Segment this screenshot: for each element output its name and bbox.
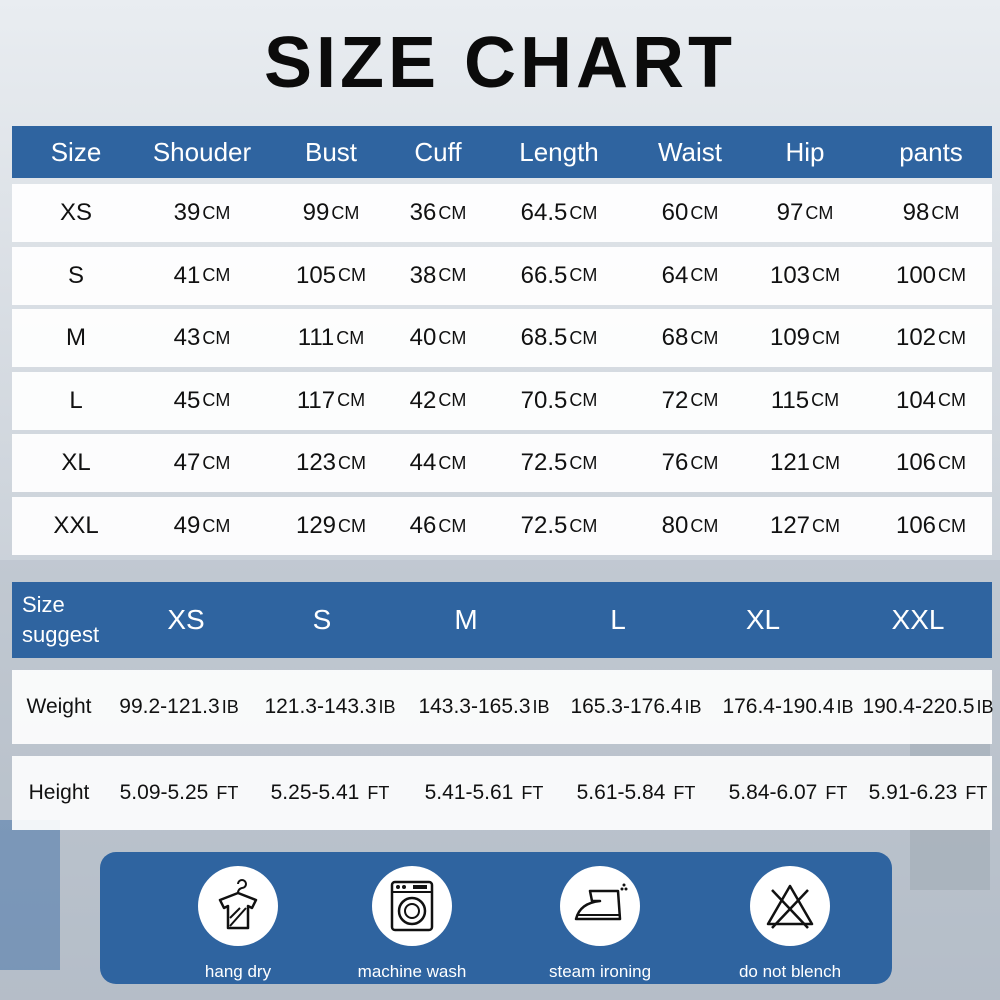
- size-suggest-header: [12, 582, 992, 658]
- cell-unit: CM: [337, 390, 366, 411]
- care-label: machine wash: [357, 962, 467, 981]
- cell-value: 72: [661, 386, 689, 414]
- cell-value: 64.5: [520, 199, 568, 226]
- cell-value: 100: [895, 261, 937, 289]
- table-cell-pants: [870, 247, 992, 305]
- care-item-do-not-bleach: [730, 866, 850, 982]
- cell-unit: CM: [812, 515, 841, 536]
- size-suggest-label: [12, 582, 106, 658]
- cell-value: 106: [895, 449, 937, 477]
- table-cell-hip: [740, 434, 870, 492]
- cell-unit: CM: [812, 452, 841, 473]
- row-label-height: Height: [28, 781, 90, 804]
- range-value: 5.91-6.23: [868, 781, 958, 804]
- table-cell-hip: [740, 184, 870, 242]
- size-suggest-label-line2: suggest: [22, 622, 100, 647]
- height-value-cell: [864, 756, 992, 830]
- cell-value: 38: [409, 261, 437, 289]
- range-value: 5.41-5.61: [424, 781, 514, 804]
- table-cell-waist: [640, 497, 740, 555]
- table-cell-cuff: [398, 247, 478, 305]
- cell-value: 121: [769, 449, 811, 477]
- cell-unit: CM: [338, 515, 367, 536]
- cell-unit: CM: [331, 202, 360, 223]
- cell-unit: CM: [569, 265, 598, 286]
- table-cell-shoulder: [140, 309, 264, 367]
- cell-unit: CM: [805, 202, 834, 223]
- care-item-machine-wash: [352, 866, 472, 982]
- cell-value: S: [67, 261, 84, 289]
- cell-unit: CM: [938, 265, 967, 286]
- range-unit: IB: [976, 696, 994, 717]
- cell-value: 127: [769, 512, 811, 539]
- table-cell-cuff: [398, 434, 478, 492]
- row-label-weight: Weight: [26, 695, 92, 718]
- cell-value: 115: [770, 386, 810, 414]
- cell-unit: CM: [202, 515, 231, 536]
- table-cell-size: [12, 372, 140, 430]
- cell-unit: CM: [202, 452, 231, 473]
- cell-unit: CM: [569, 515, 598, 536]
- table-cell-shoulder: [140, 497, 264, 555]
- weight-value-cell: [712, 670, 864, 744]
- range-unit: FT: [965, 782, 988, 803]
- suggest-size-s: S: [312, 604, 332, 635]
- table-cell-pants: [870, 184, 992, 242]
- table-cell-length: [478, 184, 640, 242]
- cell-unit: CM: [938, 390, 967, 411]
- cell-unit: CM: [336, 327, 365, 348]
- table-cell-hip: [740, 247, 870, 305]
- weight-value-cell: [408, 670, 560, 744]
- column-header-cuff: Cuff: [414, 136, 462, 167]
- range-value: 5.09-5.25: [119, 781, 209, 804]
- cell-value: 43: [173, 324, 201, 352]
- column-header-pants: pants: [899, 136, 963, 167]
- range-unit: FT: [216, 782, 239, 803]
- cell-unit: CM: [812, 327, 841, 348]
- cell-unit: CM: [438, 202, 467, 223]
- cell-value: 103: [769, 261, 811, 289]
- table-cell-waist: [640, 434, 740, 492]
- cell-unit: CM: [812, 265, 841, 286]
- cell-unit: CM: [690, 202, 719, 223]
- cell-unit: CM: [338, 265, 367, 286]
- cell-value: 36: [409, 199, 437, 226]
- cell-unit: CM: [438, 327, 467, 348]
- column-header-shoulder: Shouder: [152, 136, 252, 167]
- table-cell-length: [478, 434, 640, 492]
- cell-unit: CM: [438, 452, 467, 473]
- range-unit: FT: [825, 782, 848, 803]
- cell-unit: CM: [569, 452, 598, 473]
- cell-unit: CM: [690, 452, 719, 473]
- table-cell-cuff: [398, 309, 478, 367]
- cell-value: 106: [895, 512, 937, 539]
- cell-unit: CM: [338, 452, 367, 473]
- table-cell-pants: [870, 434, 992, 492]
- range-value: 99.2-121.3: [119, 695, 220, 718]
- care-item-hang-dry: [178, 866, 298, 982]
- range-value: 5.61-5.84: [576, 781, 666, 804]
- cell-value: 76: [661, 449, 689, 477]
- column-header-length: Length: [519, 136, 599, 167]
- weight-value-cell: [864, 670, 992, 744]
- suggest-size-xs: XS: [167, 604, 205, 635]
- cell-unit: CM: [938, 327, 967, 348]
- table-cell-length: [478, 309, 640, 367]
- table-cell-bust: [264, 497, 398, 555]
- table-row: [12, 372, 992, 430]
- cell-unit: CM: [811, 390, 840, 411]
- table-cell-size: [12, 247, 140, 305]
- table-cell-bust: [264, 184, 398, 242]
- range-unit: FT: [673, 782, 696, 803]
- care-instructions-panel: [100, 852, 892, 984]
- range-unit: IB: [836, 696, 854, 717]
- cell-value: 42: [409, 386, 437, 414]
- cell-unit: CM: [202, 390, 231, 411]
- range-unit: IB: [378, 696, 396, 717]
- cell-unit: CM: [690, 515, 719, 536]
- cell-unit: CM: [569, 202, 598, 223]
- table-cell-hip: [740, 497, 870, 555]
- steam-iron-icon: [560, 866, 640, 946]
- table-cell-pants: [870, 497, 992, 555]
- suggest-size-xxl: XXL: [891, 604, 945, 635]
- cell-value: 104: [895, 386, 937, 414]
- cell-unit: CM: [938, 452, 967, 473]
- table-cell-length: [478, 497, 640, 555]
- height-value-cell: [712, 756, 864, 830]
- suggest-row-height: [12, 756, 992, 830]
- range-value: 190.4-220.5: [862, 695, 975, 718]
- cell-value: 111: [297, 324, 335, 352]
- cell-unit: CM: [438, 515, 467, 536]
- range-value: 165.3-176.4: [570, 695, 683, 718]
- table-cell-size: [12, 309, 140, 367]
- table-cell-cuff: [398, 184, 478, 242]
- range-unit: FT: [367, 782, 390, 803]
- cell-unit: CM: [202, 202, 231, 223]
- table-cell-pants: [870, 372, 992, 430]
- cell-unit: CM: [202, 327, 231, 348]
- measurement-table-header: [12, 126, 992, 178]
- care-label: hang dry: [204, 962, 272, 981]
- cell-value: 68.5: [520, 324, 568, 352]
- range-value: 5.84-6.07: [728, 781, 818, 804]
- table-cell-pants: [870, 309, 992, 367]
- column-header-hip: Hip: [785, 136, 825, 167]
- hang-dry-icon: [198, 866, 278, 946]
- cell-unit: CM: [690, 327, 719, 348]
- cell-value: 109: [769, 324, 811, 352]
- suggest-size-m: M: [454, 604, 478, 635]
- cell-value: 47: [173, 449, 201, 477]
- table-cell-size: [12, 434, 140, 492]
- table-cell-size: [12, 497, 140, 555]
- washing-machine-icon: [372, 866, 452, 946]
- cell-value: 49: [173, 512, 201, 539]
- suggest-size-xl: XL: [745, 604, 781, 635]
- cell-value: 97: [776, 199, 804, 226]
- table-cell-cuff: [398, 372, 478, 430]
- table-cell-length: [478, 372, 640, 430]
- page-title: SIZE CHART: [264, 23, 736, 103]
- range-unit: IB: [532, 696, 550, 717]
- cell-value: 80: [661, 512, 689, 539]
- size-suggest-label-line1: Size: [22, 592, 65, 617]
- column-header-waist: Waist: [657, 136, 723, 167]
- table-cell-shoulder: [140, 247, 264, 305]
- cell-value: 129: [295, 512, 337, 539]
- table-row: [12, 497, 992, 555]
- cell-unit: CM: [202, 265, 231, 286]
- height-value-cell: [106, 756, 252, 830]
- suggest-row-weight: [12, 670, 992, 744]
- suggest-size-l: L: [610, 604, 626, 635]
- cell-value: 64: [661, 261, 689, 289]
- table-cell-shoulder: [140, 434, 264, 492]
- column-header-size: Size: [50, 136, 102, 167]
- table-cell-shoulder: [140, 372, 264, 430]
- cell-value: 123: [295, 449, 337, 477]
- cell-value: 72.5: [520, 449, 568, 477]
- weight-value-cell: [106, 670, 252, 744]
- table-cell-cuff: [398, 497, 478, 555]
- table-row: [12, 247, 992, 305]
- weight-value-cell: [252, 670, 408, 744]
- cell-unit: CM: [931, 202, 960, 223]
- cell-value: 99: [302, 199, 330, 226]
- cell-value: 117: [296, 386, 336, 414]
- column-header-bust: Bust: [304, 136, 358, 167]
- range-value: 176.4-190.4: [722, 695, 835, 718]
- cell-value: 105: [295, 261, 337, 289]
- cell-unit: CM: [438, 390, 467, 411]
- table-cell-length: [478, 247, 640, 305]
- cell-value: 46: [409, 512, 437, 539]
- cell-unit: CM: [938, 515, 967, 536]
- care-item-steam-ironing: [540, 866, 660, 982]
- cell-value: 40: [409, 324, 437, 352]
- care-label: steam ironing: [548, 962, 652, 981]
- cell-value: 72.5: [520, 512, 568, 539]
- cell-unit: CM: [569, 327, 598, 348]
- table-cell-hip: [740, 372, 870, 430]
- cell-value: 66.5: [520, 261, 568, 289]
- cell-value: L: [69, 386, 83, 414]
- cell-value: XL: [61, 449, 91, 477]
- cell-value: 44: [409, 449, 437, 477]
- cell-value: 39: [173, 199, 201, 226]
- cell-value: 45: [173, 386, 201, 414]
- table-cell-shoulder: [140, 184, 264, 242]
- range-unit: IB: [684, 696, 702, 717]
- table-cell-bust: [264, 309, 398, 367]
- table-cell-hip: [740, 309, 870, 367]
- range-value: 143.3-165.3: [418, 695, 531, 718]
- table-cell-waist: [640, 184, 740, 242]
- table-row: [12, 309, 992, 367]
- weight-value-cell: [560, 670, 712, 744]
- table-cell-waist: [640, 372, 740, 430]
- table-cell-waist: [640, 309, 740, 367]
- table-cell-bust: [264, 372, 398, 430]
- range-unit: IB: [221, 696, 239, 717]
- table-cell-waist: [640, 247, 740, 305]
- range-value: 121.3-143.3: [264, 695, 377, 718]
- height-value-cell: [408, 756, 560, 830]
- do-not-bleach-icon: [750, 866, 830, 946]
- cell-value: 70.5: [520, 386, 568, 414]
- cell-value: 41: [173, 261, 201, 289]
- cell-value: XS: [59, 199, 92, 226]
- table-row: [12, 184, 992, 242]
- cell-value: 60: [661, 199, 689, 226]
- height-value-cell: [252, 756, 408, 830]
- table-cell-bust: [264, 434, 398, 492]
- table-cell-bust: [264, 247, 398, 305]
- height-value-cell: [560, 756, 712, 830]
- cell-unit: CM: [690, 265, 719, 286]
- cell-value: 98: [902, 199, 930, 226]
- cell-unit: CM: [569, 390, 598, 411]
- cell-unit: CM: [438, 265, 467, 286]
- range-unit: FT: [521, 782, 544, 803]
- range-value: 5.25-5.41: [270, 781, 360, 804]
- care-label: do not blench: [738, 962, 842, 981]
- cell-value: XXL: [53, 512, 99, 539]
- cell-value: M: [66, 324, 86, 352]
- cell-value: 102: [895, 324, 937, 352]
- table-cell-size: [12, 184, 140, 242]
- cell-unit: CM: [690, 390, 719, 411]
- table-row: [12, 434, 992, 492]
- cell-value: 68: [661, 324, 689, 352]
